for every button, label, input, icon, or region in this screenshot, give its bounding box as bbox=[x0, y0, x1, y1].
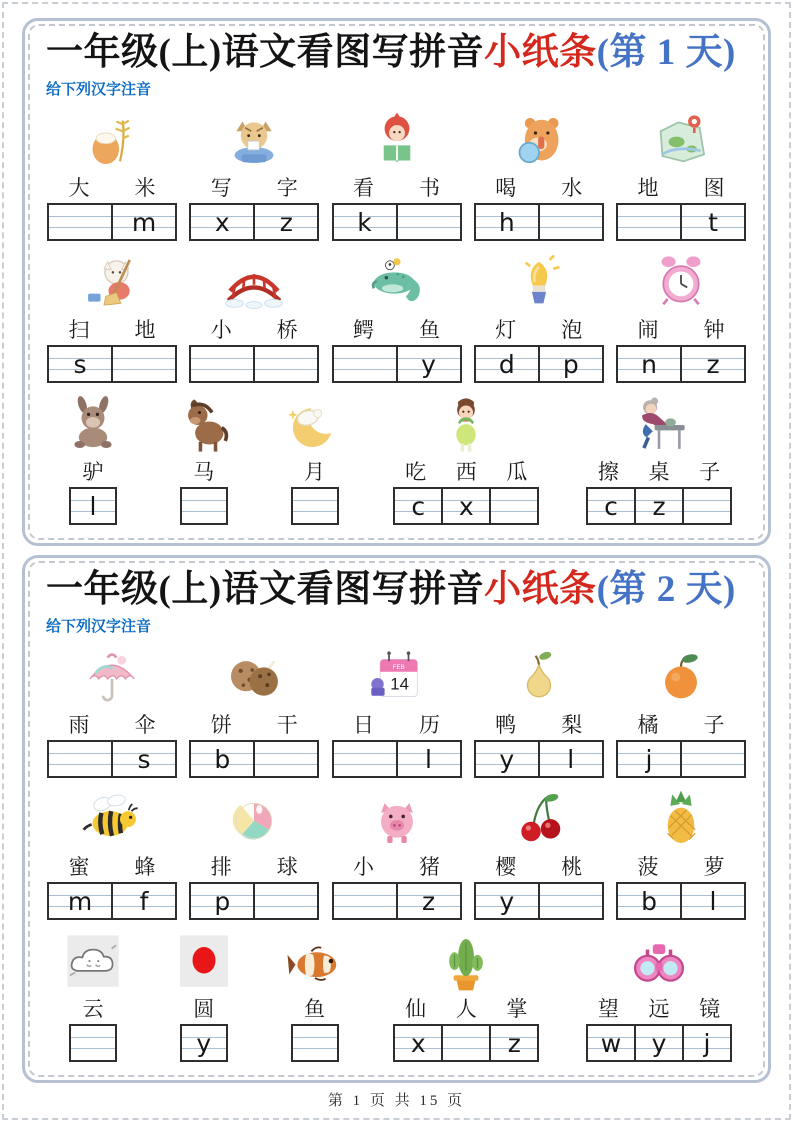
word-characters bbox=[188, 710, 320, 738]
word-character: 钟 bbox=[703, 317, 725, 342]
word-characters bbox=[188, 315, 320, 343]
clownfish-icon bbox=[284, 929, 346, 993]
pinyin-cell[interactable] bbox=[398, 205, 460, 239]
word-character: 看 bbox=[353, 175, 374, 200]
cloud-icon bbox=[62, 929, 124, 993]
pinyin-grid bbox=[393, 1024, 539, 1062]
pinyin-cell[interactable] bbox=[618, 205, 682, 239]
word-character: 鸭 bbox=[495, 712, 517, 737]
word-character: 大 bbox=[68, 175, 90, 200]
cactus-icon bbox=[435, 929, 497, 993]
red-circle-icon bbox=[173, 929, 235, 993]
word-characters bbox=[46, 457, 140, 485]
word-character: 水 bbox=[561, 175, 583, 200]
pinyin-cell[interactable] bbox=[540, 884, 602, 918]
word-characters bbox=[473, 173, 605, 201]
word-character: 字 bbox=[276, 175, 298, 200]
cat-writing-icon bbox=[223, 108, 285, 172]
word-character: 桃 bbox=[561, 854, 583, 879]
word-characters bbox=[615, 315, 747, 343]
word-character: 云 bbox=[82, 996, 104, 1021]
word-characters bbox=[583, 994, 735, 1022]
word-character: 图 bbox=[703, 175, 725, 200]
pinyin-cell[interactable] bbox=[684, 489, 730, 523]
donkey-icon bbox=[62, 392, 124, 456]
word-character: 干 bbox=[276, 712, 298, 737]
strip-title-brand: 小纸条 bbox=[484, 32, 597, 73]
pinyin-cell[interactable] bbox=[443, 489, 491, 523]
pinyin-cell[interactable] bbox=[182, 489, 226, 523]
pinyin-cell[interactable] bbox=[182, 1026, 226, 1060]
strip-cut-border bbox=[28, 24, 765, 540]
word-characters bbox=[615, 173, 747, 201]
pinyin-cell[interactable] bbox=[255, 742, 317, 776]
pinyin-cell[interactable] bbox=[334, 347, 398, 381]
word-character: 人 bbox=[455, 996, 477, 1021]
pinyin-grid bbox=[332, 345, 462, 383]
pinyin-cell[interactable] bbox=[255, 205, 317, 239]
pinyin-grid bbox=[291, 1024, 339, 1062]
pinyin-letter: p bbox=[214, 887, 231, 917]
word-character: 日 bbox=[353, 712, 374, 737]
pinyin-cell[interactable] bbox=[398, 742, 460, 776]
word-character: 镜 bbox=[699, 996, 721, 1021]
word-character: 猪 bbox=[419, 854, 440, 879]
pinyin-letter: c bbox=[411, 492, 426, 522]
pinyin-cell[interactable] bbox=[588, 1026, 636, 1060]
pinyin-cell[interactable] bbox=[491, 1026, 537, 1060]
cherries-icon bbox=[508, 787, 570, 851]
pinyin-grid bbox=[189, 203, 319, 241]
pinyin-letter: s bbox=[137, 745, 151, 775]
instruction-text: 给下列汉字注音 bbox=[46, 617, 152, 635]
word-character: 吃 bbox=[405, 459, 427, 484]
worksheet-strip-day1 bbox=[22, 18, 771, 546]
svg-text:FEB: FEB bbox=[392, 663, 405, 671]
pinyin-cell[interactable] bbox=[113, 205, 175, 239]
instruction-text: 给下列汉字注音 bbox=[46, 80, 152, 98]
umbrella-icon bbox=[81, 645, 143, 709]
word-item bbox=[473, 250, 605, 383]
word-item bbox=[188, 645, 320, 778]
word-item bbox=[268, 929, 362, 1062]
word-row bbox=[46, 929, 747, 1062]
word-character: 子 bbox=[699, 459, 721, 484]
child-reading-icon bbox=[366, 108, 428, 172]
svg-text:14: 14 bbox=[389, 674, 409, 694]
pinyin-grid bbox=[189, 740, 319, 778]
word-character: 饼 bbox=[210, 712, 232, 737]
pinyin-cell[interactable] bbox=[476, 884, 540, 918]
pinyin-cell[interactable] bbox=[618, 884, 682, 918]
pinyin-letter: z bbox=[507, 1029, 521, 1059]
word-item bbox=[473, 108, 605, 241]
word-character: 泡 bbox=[561, 317, 583, 342]
pinyin-letter: h bbox=[498, 208, 515, 238]
word-item bbox=[157, 392, 251, 525]
word-character: 灯 bbox=[495, 317, 517, 342]
pinyin-cell[interactable] bbox=[191, 347, 255, 381]
pinyin-letter: l bbox=[89, 492, 97, 522]
eating-watermelon-icon bbox=[435, 392, 497, 456]
word-characters bbox=[473, 315, 605, 343]
word-character: 西 bbox=[455, 459, 477, 484]
word-rows-day1 bbox=[46, 108, 747, 525]
pinyin-grid bbox=[180, 487, 228, 525]
word-character: 小 bbox=[210, 317, 232, 342]
word-character: 喝 bbox=[495, 175, 517, 200]
word-character: 梨 bbox=[561, 712, 583, 737]
word-item bbox=[331, 645, 463, 778]
word-characters bbox=[46, 315, 178, 343]
pinyin-grid bbox=[616, 345, 746, 383]
word-characters bbox=[268, 994, 362, 1022]
pear-icon bbox=[508, 645, 570, 709]
pinyin-grid bbox=[47, 345, 177, 383]
pinyin-cell[interactable] bbox=[398, 884, 460, 918]
word-item bbox=[188, 250, 320, 383]
pinyin-cell[interactable] bbox=[113, 884, 175, 918]
pinyin-letter: l bbox=[709, 887, 717, 917]
word-characters bbox=[188, 852, 320, 880]
word-character: 萝 bbox=[703, 854, 725, 879]
pinyin-grid bbox=[474, 345, 604, 383]
pinyin-letter: l bbox=[567, 745, 575, 775]
word-characters bbox=[390, 994, 542, 1022]
word-item bbox=[615, 645, 747, 778]
pinyin-cell[interactable] bbox=[191, 742, 255, 776]
pinyin-cell[interactable] bbox=[49, 205, 113, 239]
word-characters bbox=[583, 457, 735, 485]
pinyin-cell[interactable] bbox=[71, 489, 115, 523]
word-character: 雨 bbox=[68, 712, 90, 737]
pinyin-cell[interactable] bbox=[682, 205, 744, 239]
word-item bbox=[378, 929, 554, 1062]
pinyin-cell[interactable] bbox=[49, 347, 113, 381]
pinyin-grid bbox=[586, 487, 732, 525]
pinyin-letter: z bbox=[652, 492, 666, 522]
word-character: 书 bbox=[419, 175, 440, 200]
pinyin-cell[interactable] bbox=[334, 742, 398, 776]
pinyin-cell[interactable] bbox=[636, 489, 684, 523]
pinyin-letter: w bbox=[600, 1029, 622, 1059]
pinyin-cell[interactable] bbox=[191, 205, 255, 239]
word-characters bbox=[473, 710, 605, 738]
strip-title-day: (第 1 天) bbox=[596, 32, 736, 73]
word-character: 蜜 bbox=[68, 854, 90, 879]
pinyin-cell[interactable] bbox=[334, 884, 398, 918]
word-characters bbox=[46, 852, 178, 880]
word-characters bbox=[268, 457, 362, 485]
pinyin-letter: p bbox=[562, 350, 579, 380]
word-character: 鱼 bbox=[304, 996, 325, 1021]
rice-bag-icon bbox=[81, 108, 143, 172]
word-characters bbox=[46, 994, 140, 1022]
pinyin-cell[interactable] bbox=[443, 1026, 491, 1060]
red-bridge-icon bbox=[223, 250, 285, 314]
word-item bbox=[331, 250, 463, 383]
alarm-clock-icon bbox=[650, 250, 712, 314]
word-character: 菠 bbox=[637, 854, 659, 879]
pinyin-letter: y bbox=[651, 1029, 667, 1059]
horse-icon bbox=[173, 392, 235, 456]
word-character: 马 bbox=[193, 459, 215, 484]
pinyin-letter: f bbox=[139, 887, 149, 917]
word-character: 鱼 bbox=[419, 317, 440, 342]
pinyin-cell[interactable] bbox=[255, 347, 317, 381]
pinyin-letter: j bbox=[645, 745, 653, 775]
pinyin-cell[interactable] bbox=[476, 742, 540, 776]
pinyin-cell[interactable] bbox=[682, 742, 744, 776]
word-character: 蜂 bbox=[134, 854, 156, 879]
pinyin-letter: c bbox=[604, 492, 618, 522]
word-item bbox=[615, 250, 747, 383]
pinyin-letter: y bbox=[196, 1029, 212, 1059]
pinyin-cell[interactable] bbox=[71, 1026, 115, 1060]
pinyin-grid bbox=[393, 487, 539, 525]
word-item bbox=[46, 787, 178, 920]
word-row bbox=[46, 108, 747, 241]
binoculars-icon bbox=[628, 929, 690, 993]
pinyin-letter: x bbox=[410, 1029, 426, 1059]
word-characters bbox=[331, 173, 463, 201]
pinyin-letter: b bbox=[214, 745, 231, 775]
pinyin-letter: x bbox=[214, 208, 230, 238]
pinyin-cell[interactable] bbox=[113, 742, 175, 776]
pineapple-icon bbox=[650, 787, 712, 851]
word-row bbox=[46, 250, 747, 383]
pinyin-grid bbox=[47, 882, 177, 920]
pinyin-letter: s bbox=[73, 350, 87, 380]
pinyin-letter: t bbox=[708, 208, 718, 238]
pinyin-grid bbox=[474, 203, 604, 241]
word-character: 桥 bbox=[276, 317, 298, 342]
word-item bbox=[188, 108, 320, 241]
pinyin-cell[interactable] bbox=[540, 347, 602, 381]
word-character: 子 bbox=[703, 712, 725, 737]
pinyin-grid bbox=[69, 487, 117, 525]
word-characters bbox=[473, 852, 605, 880]
pinyin-grid bbox=[189, 345, 319, 383]
word-character: 驴 bbox=[82, 459, 104, 484]
pinyin-cell[interactable] bbox=[293, 489, 337, 523]
pinyin-grid bbox=[180, 1024, 228, 1062]
word-item bbox=[571, 392, 747, 525]
word-character: 地 bbox=[134, 317, 156, 342]
pinyin-grid bbox=[332, 740, 462, 778]
word-characters bbox=[331, 315, 463, 343]
strip-title-brand: 小纸条 bbox=[484, 568, 597, 610]
word-characters bbox=[157, 994, 251, 1022]
pinyin-cell[interactable] bbox=[395, 489, 443, 523]
word-characters bbox=[46, 173, 178, 201]
pinyin-cell[interactable] bbox=[113, 347, 175, 381]
wiping-table-icon bbox=[628, 392, 690, 456]
word-character: 历 bbox=[419, 712, 440, 737]
word-character: 小 bbox=[353, 854, 374, 879]
word-item bbox=[46, 392, 140, 525]
word-item bbox=[615, 787, 747, 920]
word-character: 桌 bbox=[648, 459, 670, 484]
pinyin-letter: y bbox=[499, 887, 515, 917]
word-characters bbox=[390, 457, 542, 485]
pinyin-letter: j bbox=[703, 1029, 711, 1059]
word-characters bbox=[331, 852, 463, 880]
pinyin-cell[interactable] bbox=[636, 1026, 684, 1060]
pinyin-cell[interactable] bbox=[293, 1026, 337, 1060]
bear-drinking-icon bbox=[508, 108, 570, 172]
crocodile-icon bbox=[366, 250, 428, 314]
pinyin-letter: d bbox=[498, 350, 515, 380]
pinyin-cell[interactable] bbox=[682, 884, 744, 918]
pinyin-letter: z bbox=[421, 887, 436, 917]
word-item bbox=[331, 787, 463, 920]
pinyin-grid bbox=[616, 740, 746, 778]
word-item bbox=[46, 645, 178, 778]
word-character: 圆 bbox=[193, 996, 215, 1021]
word-item bbox=[331, 108, 463, 241]
pinyin-cell[interactable] bbox=[588, 489, 636, 523]
cat-sweeping-icon bbox=[81, 250, 143, 314]
cookies-icon bbox=[223, 645, 285, 709]
word-character: 地 bbox=[637, 175, 659, 200]
pinyin-cell[interactable] bbox=[476, 347, 540, 381]
pinyin-letter: l bbox=[425, 745, 432, 775]
pinyin-letter: x bbox=[458, 492, 474, 522]
pinyin-cell[interactable] bbox=[540, 742, 602, 776]
strip-title-day: (第 2 天) bbox=[596, 568, 736, 610]
pinyin-grid bbox=[332, 882, 462, 920]
pinyin-cell[interactable] bbox=[618, 742, 682, 776]
tangerine-icon bbox=[650, 645, 712, 709]
word-item bbox=[571, 929, 747, 1062]
word-character: 排 bbox=[210, 854, 232, 879]
pinyin-letter: k bbox=[357, 208, 372, 238]
pinyin-letter: y bbox=[499, 745, 515, 775]
word-item bbox=[473, 787, 605, 920]
pinyin-letter: n bbox=[641, 350, 657, 380]
pinyin-cell[interactable] bbox=[684, 1026, 730, 1060]
pinyin-grid bbox=[47, 740, 177, 778]
beach-ball-icon bbox=[223, 787, 285, 851]
pinyin-cell[interactable] bbox=[398, 347, 460, 381]
word-character: 写 bbox=[210, 175, 232, 200]
crescent-moon-icon bbox=[284, 392, 346, 456]
pinyin-cell[interactable] bbox=[49, 742, 113, 776]
word-character: 米 bbox=[134, 175, 156, 200]
light-bulb-icon bbox=[508, 250, 570, 314]
word-characters bbox=[188, 173, 320, 201]
pinyin-cell[interactable] bbox=[618, 347, 682, 381]
pinyin-cell[interactable] bbox=[49, 884, 113, 918]
pinyin-grid bbox=[69, 1024, 117, 1062]
word-row bbox=[46, 787, 747, 920]
page-number: 第 1 页 共 15 页 bbox=[327, 1093, 466, 1109]
word-item bbox=[615, 108, 747, 241]
pinyin-grid bbox=[616, 203, 746, 241]
worksheet-strip-day2 bbox=[22, 555, 771, 1083]
word-character: 鳄 bbox=[353, 317, 374, 342]
bee-icon bbox=[81, 787, 143, 851]
strip-title-main: 一年级(上)语文看图写拼音 bbox=[46, 568, 485, 610]
word-character: 球 bbox=[276, 854, 298, 879]
word-item bbox=[473, 645, 605, 778]
map-icon bbox=[650, 108, 712, 172]
pinyin-letter: y bbox=[421, 350, 436, 380]
word-character: 樱 bbox=[495, 854, 517, 879]
pinyin-letter: m bbox=[67, 887, 93, 917]
word-row bbox=[46, 645, 747, 778]
pinyin-letter: b bbox=[641, 887, 657, 917]
word-characters bbox=[46, 710, 178, 738]
word-character: 远 bbox=[648, 996, 670, 1021]
pinyin-grid bbox=[189, 882, 319, 920]
word-item bbox=[46, 108, 178, 241]
word-character: 伞 bbox=[134, 712, 156, 737]
word-characters bbox=[615, 710, 747, 738]
pinyin-letter: m bbox=[131, 208, 157, 238]
word-character: 望 bbox=[597, 996, 619, 1021]
pinyin-cell[interactable] bbox=[191, 884, 255, 918]
pinyin-grid bbox=[616, 882, 746, 920]
word-rows-day2 bbox=[46, 645, 747, 1062]
word-character: 闹 bbox=[637, 317, 659, 342]
pinyin-cell[interactable] bbox=[334, 205, 398, 239]
strip-cut-border bbox=[28, 561, 765, 1077]
strip-title bbox=[46, 569, 747, 612]
calendar-icon bbox=[366, 645, 428, 709]
word-character: 仙 bbox=[405, 996, 427, 1021]
word-item bbox=[378, 392, 554, 525]
pinyin-cell[interactable] bbox=[255, 884, 317, 918]
pinyin-grid bbox=[474, 740, 604, 778]
pinyin-cell[interactable] bbox=[395, 1026, 443, 1060]
pinyin-grid bbox=[47, 203, 177, 241]
pinyin-grid bbox=[332, 203, 462, 241]
pinyin-cell[interactable] bbox=[476, 205, 540, 239]
word-item bbox=[188, 787, 320, 920]
pinyin-grid bbox=[586, 1024, 732, 1062]
word-characters bbox=[331, 710, 463, 738]
word-row bbox=[46, 392, 747, 525]
pinyin-cell[interactable] bbox=[491, 489, 537, 523]
word-character: 掌 bbox=[506, 996, 528, 1021]
word-character: 瓜 bbox=[506, 459, 528, 484]
strip-title-main: 一年级(上)语文看图写拼音 bbox=[46, 32, 485, 73]
strip-title bbox=[46, 32, 747, 75]
pinyin-cell[interactable] bbox=[682, 347, 744, 381]
pinyin-grid bbox=[291, 487, 339, 525]
word-item bbox=[268, 392, 362, 525]
word-character: 月 bbox=[304, 459, 325, 484]
word-characters bbox=[615, 852, 747, 880]
word-character: 橘 bbox=[637, 712, 659, 737]
word-item bbox=[46, 929, 140, 1062]
pinyin-grid bbox=[474, 882, 604, 920]
word-character: 扫 bbox=[68, 317, 90, 342]
word-character: 擦 bbox=[597, 459, 619, 484]
pinyin-cell[interactable] bbox=[540, 205, 602, 239]
pinyin-letter: z bbox=[706, 350, 720, 380]
word-characters bbox=[157, 457, 251, 485]
pinyin-letter: z bbox=[279, 208, 293, 238]
word-item bbox=[46, 250, 178, 383]
word-item bbox=[157, 929, 251, 1062]
piglet-icon bbox=[366, 787, 428, 851]
